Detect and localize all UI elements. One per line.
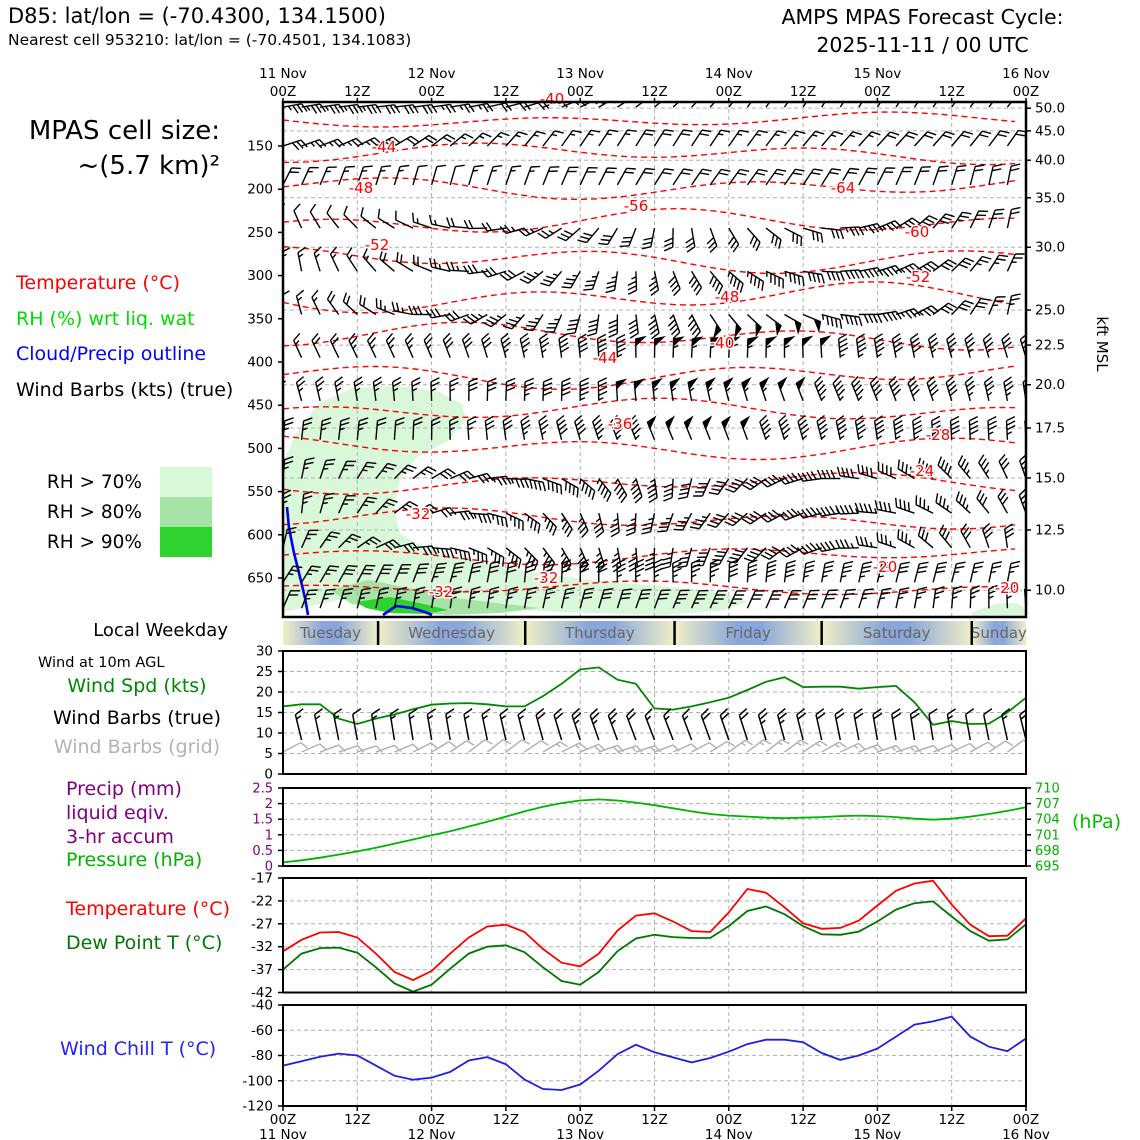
wind-panel-title: Wind at 10m AGL	[38, 655, 165, 671]
svg-text:5: 5	[264, 746, 273, 762]
svg-text:350: 350	[247, 311, 273, 328]
svg-text:25: 25	[255, 664, 273, 680]
svg-text:-27: -27	[250, 916, 273, 933]
svg-text:20.0: 20.0	[1035, 377, 1066, 394]
rh-70-label: RH > 70%	[46, 471, 142, 493]
svg-text:20: 20	[255, 684, 273, 701]
svg-text:300: 300	[247, 268, 273, 285]
svg-text:450: 450	[247, 397, 273, 414]
svg-text:15: 15	[255, 705, 273, 721]
rh-shading-legend	[0, 467, 212, 557]
svg-text:-64: -64	[830, 179, 856, 197]
svg-text:-44: -44	[592, 349, 618, 367]
svg-text:2.5: 2.5	[252, 781, 273, 797]
svg-text:12 Nov: 12 Nov	[407, 66, 456, 82]
svg-text:-20: -20	[872, 558, 898, 576]
svg-text:15 Nov: 15 Nov	[853, 1127, 902, 1140]
svg-text:12Z: 12Z	[641, 1112, 668, 1128]
svg-text:-44: -44	[371, 138, 397, 156]
svg-text:12Z: 12Z	[938, 1112, 965, 1128]
svg-text:400: 400	[247, 354, 273, 371]
svg-text:16 Nov: 16 Nov	[1002, 1127, 1050, 1140]
svg-text:-32: -32	[533, 569, 559, 587]
svg-text:-40: -40	[250, 997, 273, 1014]
svg-text:550: 550	[247, 484, 273, 501]
rh-legend-row	[0, 467, 212, 497]
svg-text:00Z: 00Z	[715, 84, 743, 100]
precip-label-block: Precip (mm) liquid eqiv. 3-hr accum	[66, 778, 182, 849]
legend-rh: RH (%) wrt liq. wat	[16, 308, 195, 330]
wind-barbs-true-label: Wind Barbs (true)	[52, 707, 222, 729]
wind-barbs-grid-label: Wind Barbs (grid)	[53, 736, 221, 758]
svg-text:500: 500	[247, 440, 273, 457]
svg-text:30: 30	[255, 643, 273, 660]
svg-text:-40: -40	[709, 334, 735, 352]
rh-90-label: RH > 90%	[46, 531, 142, 553]
svg-text:-40: -40	[539, 90, 565, 108]
legend-cloud-precip: Cloud/Precip outline	[16, 343, 207, 365]
rh-legend-row	[0, 497, 212, 527]
svg-text:12Z: 12Z	[641, 84, 668, 100]
svg-text:704: 704	[1035, 812, 1060, 828]
svg-text:45.0: 45.0	[1035, 123, 1066, 140]
svg-text:12 Nov: 12 Nov	[407, 1127, 456, 1140]
rh-70-swatch	[160, 467, 212, 497]
svg-text:650: 650	[247, 570, 273, 587]
svg-text:1.5: 1.5	[252, 812, 273, 828]
rh-80-swatch	[160, 497, 212, 527]
svg-text:200: 200	[247, 181, 273, 198]
svg-text:11 Nov: 11 Nov	[259, 1127, 307, 1140]
svg-text:14 Nov: 14 Nov	[704, 1127, 753, 1140]
svg-text:Thursday: Thursday	[565, 624, 635, 642]
svg-text:12Z: 12Z	[789, 1112, 817, 1128]
svg-text:Friday: Friday	[725, 624, 771, 642]
svg-text:00Z: 00Z	[1012, 1112, 1040, 1128]
svg-text:Saturday: Saturday	[862, 624, 931, 642]
svg-text:12Z: 12Z	[938, 84, 965, 100]
svg-text:kft MSL: kft MSL	[1093, 316, 1111, 372]
svg-text:12Z: 12Z	[344, 1112, 371, 1128]
svg-text:13 Nov: 13 Nov	[556, 66, 605, 82]
svg-text:-24: -24	[909, 462, 935, 480]
svg-text:00Z: 00Z	[418, 1112, 445, 1128]
svg-text:-32: -32	[428, 583, 454, 601]
svg-text:14 Nov: 14 Nov	[704, 66, 753, 82]
legend-temperature: Temperature (°C)	[16, 272, 180, 294]
svg-text:-48: -48	[348, 179, 374, 197]
header-right	[710, 4, 1135, 59]
svg-text:00Z: 00Z	[566, 1112, 594, 1128]
svg-text:-22: -22	[250, 893, 273, 910]
svg-text:0: 0	[264, 859, 273, 875]
svg-text:00Z: 00Z	[269, 1112, 297, 1128]
svg-text:22.5: 22.5	[1035, 337, 1066, 354]
svg-text:0: 0	[264, 766, 273, 783]
pressure-label: Pressure (hPa)	[66, 849, 203, 871]
svg-text:00Z: 00Z	[1012, 84, 1040, 100]
temperature-label: Temperature (°C)	[66, 898, 230, 920]
forecast-cycle-label: AMPS MPAS Forecast Cycle:	[781, 5, 1064, 29]
dew-point-label: Dew Point T (°C)	[66, 932, 223, 954]
svg-text:12.5: 12.5	[1035, 522, 1066, 539]
svg-text:00Z: 00Z	[566, 84, 594, 100]
svg-text:-60: -60	[250, 1022, 273, 1039]
svg-text:12Z: 12Z	[492, 1112, 520, 1128]
page-title: D85: lat/lon = (-70.4300, 134.1500)	[8, 4, 386, 28]
svg-text:Wednesday: Wednesday	[408, 624, 496, 642]
rh-80-label: RH > 80%	[46, 501, 142, 523]
svg-text:150: 150	[247, 138, 273, 155]
page-subtitle: Nearest cell 953210: lat/lon = (-70.4501, 134.1083)	[8, 31, 412, 49]
cell-size-label: MPAS cell size: ~(5.7 km)²	[28, 116, 220, 182]
svg-text:Sunday: Sunday	[970, 624, 1027, 642]
svg-text:12Z: 12Z	[492, 84, 520, 100]
svg-text:695: 695	[1035, 859, 1060, 875]
svg-text:0.5: 0.5	[252, 843, 273, 859]
svg-text:15 Nov: 15 Nov	[853, 66, 902, 82]
svg-text:698: 698	[1035, 843, 1060, 859]
svg-text:50.0: 50.0	[1035, 100, 1066, 117]
svg-text:710: 710	[1035, 781, 1060, 797]
svg-text:707: 707	[1035, 797, 1060, 813]
svg-text:-17: -17	[250, 870, 273, 887]
header-left	[8, 4, 411, 49]
rh-90-swatch	[160, 527, 212, 557]
svg-text:-28: -28	[925, 426, 951, 444]
svg-text:17.5: 17.5	[1035, 420, 1066, 437]
svg-text:10.0: 10.0	[1035, 582, 1066, 599]
forecast-cycle-date: 2025-11-11 / 00 UTC	[816, 32, 1029, 57]
svg-text:250: 250	[247, 224, 273, 241]
legend-wind-barbs: Wind Barbs (kts) (true)	[16, 379, 234, 401]
svg-text:701: 701	[1035, 828, 1060, 844]
svg-text:25.0: 25.0	[1035, 302, 1066, 319]
svg-text:11 Nov: 11 Nov	[259, 66, 307, 82]
svg-text:15.0: 15.0	[1035, 470, 1066, 487]
svg-text:-42: -42	[250, 985, 273, 1001]
svg-text:30.0: 30.0	[1035, 239, 1066, 256]
svg-text:00Z: 00Z	[864, 84, 891, 100]
svg-text:12Z: 12Z	[344, 84, 371, 100]
svg-text:40.0: 40.0	[1035, 152, 1066, 169]
svg-text:-37: -37	[250, 962, 273, 979]
hpa-unit-label: (hPa)	[1072, 811, 1122, 833]
svg-text:-120: -120	[242, 1098, 273, 1115]
svg-text:2: 2	[264, 797, 273, 813]
svg-text:10: 10	[255, 725, 273, 742]
svg-text:-52: -52	[905, 268, 931, 286]
svg-text:-20: -20	[994, 579, 1020, 597]
svg-text:1: 1	[264, 828, 273, 844]
wind-speed-label: Wind Spd (kts)	[67, 675, 207, 697]
svg-text:13 Nov: 13 Nov	[556, 1127, 605, 1140]
svg-text:-48: -48	[714, 288, 740, 306]
svg-text:35.0: 35.0	[1035, 190, 1066, 207]
svg-text:00Z: 00Z	[715, 1112, 743, 1128]
svg-text:16 Nov: 16 Nov	[1002, 66, 1050, 82]
svg-text:Tuesday: Tuesday	[300, 624, 362, 642]
svg-text:-56: -56	[623, 197, 649, 215]
svg-text:-100: -100	[242, 1073, 273, 1090]
svg-text:-32: -32	[405, 505, 431, 523]
svg-text:-80: -80	[250, 1048, 273, 1064]
svg-text:-52: -52	[364, 236, 390, 254]
local-weekday-label: Local Weekday	[93, 620, 228, 641]
svg-text:00Z: 00Z	[269, 84, 297, 100]
svg-text:-60: -60	[904, 223, 930, 241]
svg-text:00Z: 00Z	[864, 1112, 891, 1128]
wind-chill-label: Wind Chill T (°C)	[60, 1038, 217, 1060]
svg-text:-32: -32	[250, 939, 273, 956]
svg-text:-36: -36	[607, 415, 633, 433]
rh-legend-row	[0, 527, 212, 557]
svg-text:00Z: 00Z	[418, 84, 445, 100]
svg-text:12Z: 12Z	[789, 84, 817, 100]
svg-text:600: 600	[247, 527, 273, 544]
